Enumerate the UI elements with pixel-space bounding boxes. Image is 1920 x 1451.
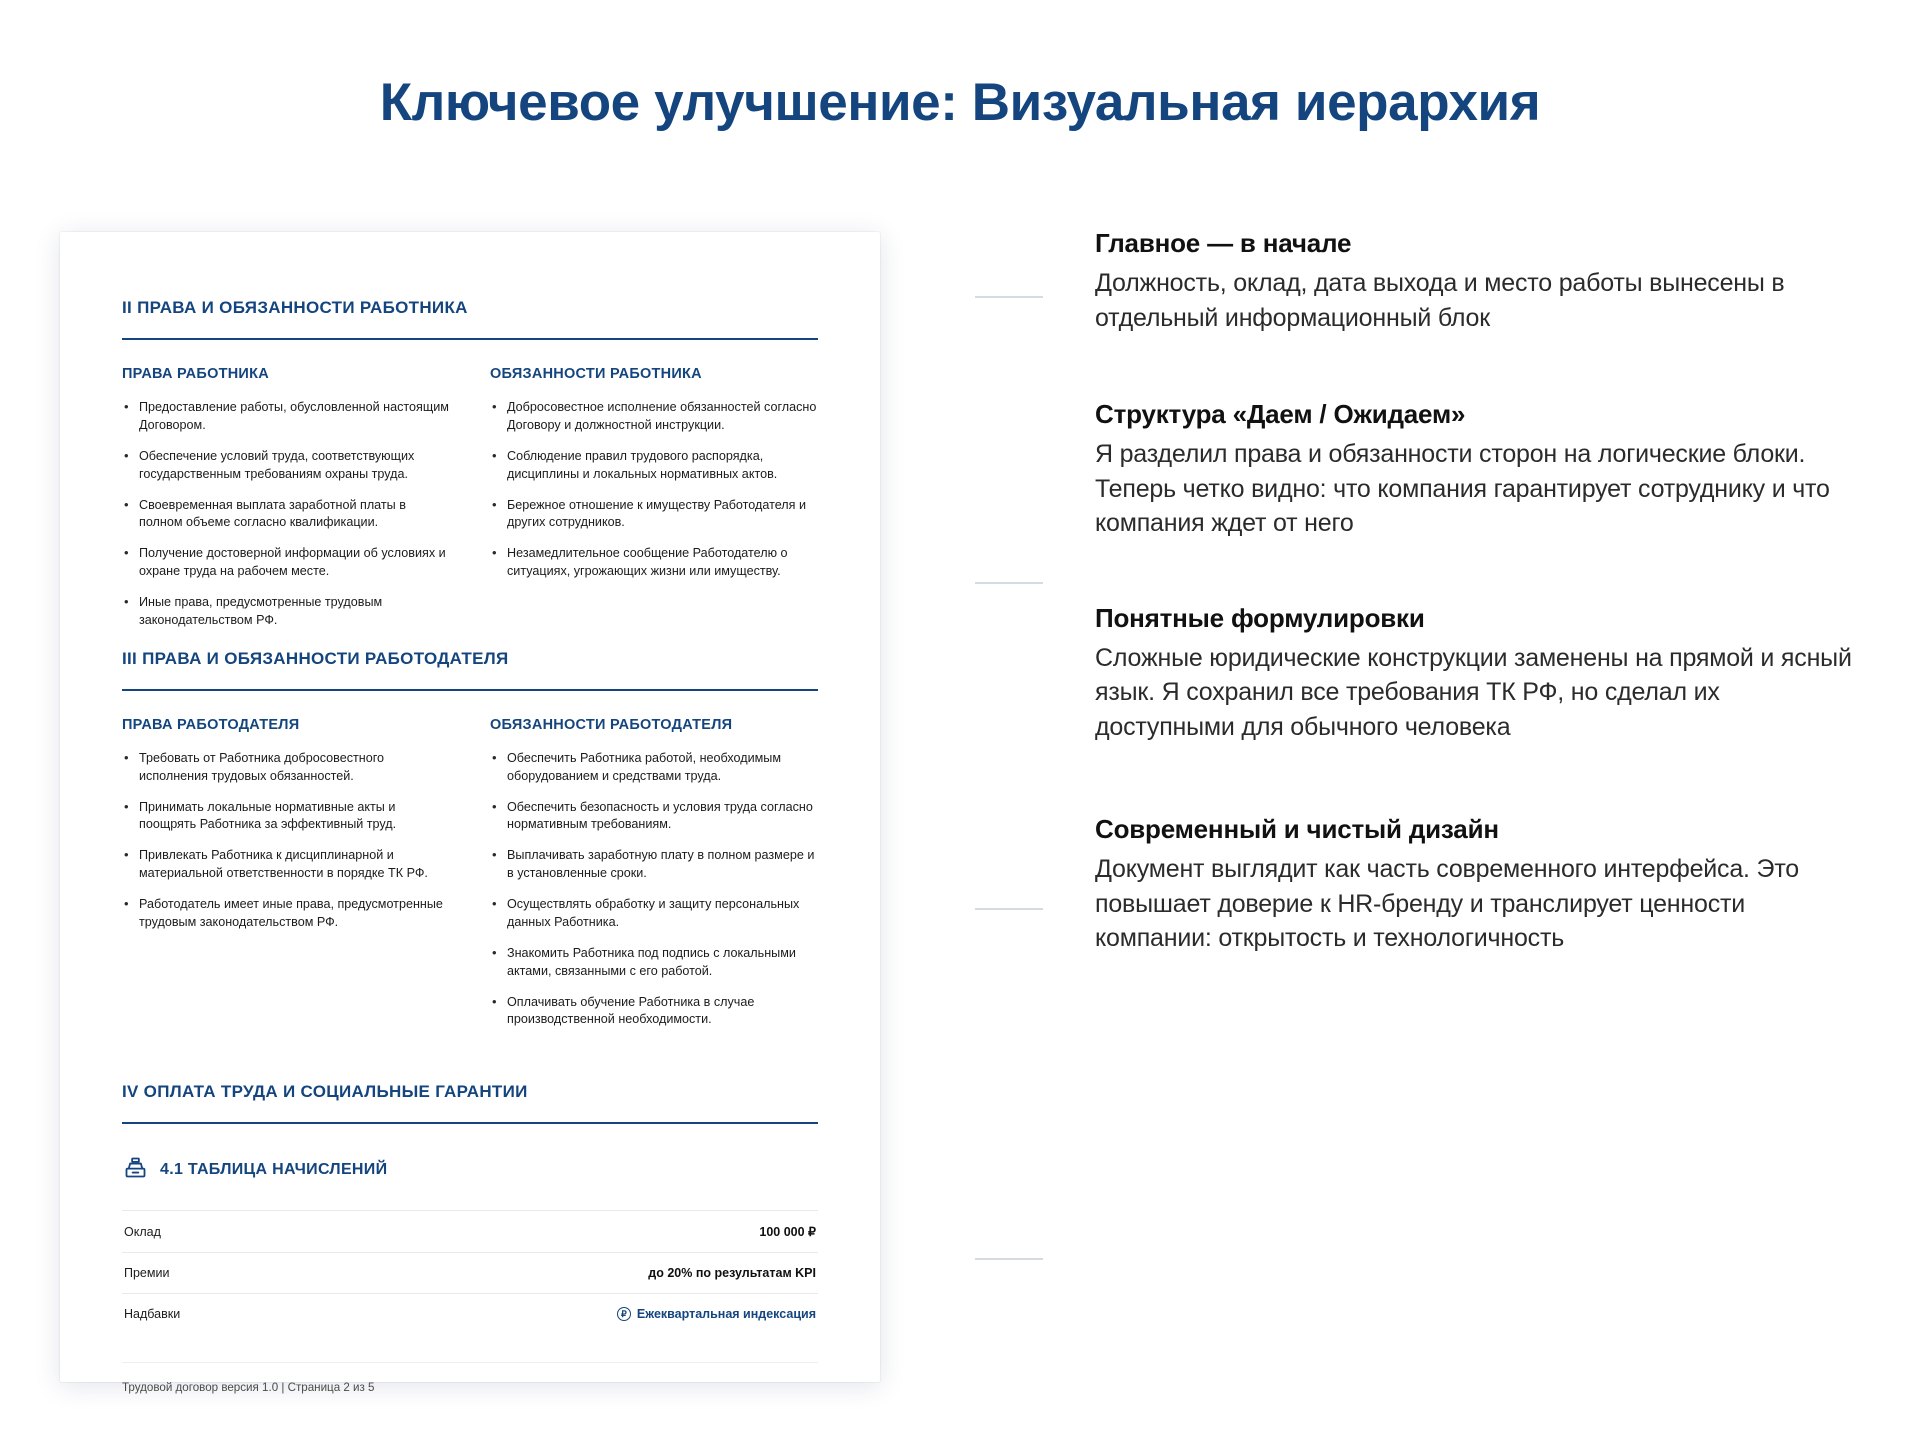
connector-line-2	[975, 582, 1043, 584]
document-footer: Трудовой договор версия 1.0 | Страница 2 из 5	[122, 1362, 818, 1394]
connector-line-4	[975, 1258, 1043, 1260]
connector-line-3	[975, 908, 1043, 910]
row-value: Ежеквартальная индексация	[636, 1307, 816, 1322]
list-item: • Соблюдение правил трудового распорядка, дисциплины и локальных нормативных актов.	[490, 448, 818, 484]
callout-title: Структура «Даем / Ожидаем»	[1095, 399, 1466, 429]
list-item: • Иные права, предусмотренные трудовым законодательством РФ.	[122, 594, 450, 630]
list-item: • Принимать локальные нормативные акты и поощрять Работника за эффективный труд.	[122, 799, 450, 835]
callout-body: Документ выглядит как часть современного интерфейса. Это повышает доверие к HR-бренду и транслирует ценности компании: открытость и технологичность	[1095, 855, 1799, 952]
callout-title: Современный и чистый дизайн	[1095, 814, 1499, 844]
row-value-with-icon	[617, 1307, 816, 1321]
section-divider	[122, 689, 818, 691]
row-label: Оклад	[124, 1224, 161, 1239]
list-item: • Выплачивать заработную плату в полном размере и в установленные сроки.	[490, 847, 818, 883]
list-item: • Осуществлять обработку и защиту персональных данных Работника.	[490, 896, 818, 932]
document-section-3	[122, 649, 818, 1043]
table-row	[122, 1293, 818, 1334]
list-item: • Требовать от Работника добросовестного исполнения трудовых обязанностей.	[122, 750, 450, 786]
callout-item	[1095, 603, 1865, 745]
section-3-column-rights	[122, 717, 450, 1043]
table-row	[122, 1210, 818, 1252]
section-heading: II ПРАВА И ОБЯЗАННОСТИ РАБОТНИКА	[122, 298, 468, 317]
section-heading: III ПРАВА И ОБЯЗАННОСТИ РАБОТОДАТЕЛЯ	[122, 648, 509, 668]
callout-body: Должность, оклад, дата выхода и место работы вынесены в отдельный информационный блок	[1095, 269, 1785, 332]
list-item: • Работодатель имеет иные права, предусмотренные трудовым законодательством РФ.	[122, 896, 450, 932]
section-divider	[122, 1122, 818, 1124]
pay-table-subheading	[122, 1154, 818, 1186]
list-item: • Оплачивать обучение Работника в случае производственной необходимости.	[490, 994, 818, 1030]
ruble-circle-icon: ₽	[617, 1307, 631, 1321]
list-item: • Обеспечить безопасность и условия труда согласно нормативным требованиям.	[490, 799, 818, 835]
list-item: • Знакомить Работника под подпись с локальными актами, связанными с его работой.	[490, 945, 818, 981]
cash-register-icon	[122, 1154, 149, 1186]
section-3-column-duties	[490, 717, 818, 1043]
list-item: • Обеспечение условий труда, соответствующих государственным требованиям охраны труда.	[122, 448, 450, 484]
row-value: до 20% по результатам KPI	[648, 1266, 816, 1281]
list-item: • Бережное отношение к имуществу Работодателя и других сотрудников.	[490, 497, 818, 533]
list-item: • Своевременная выплата заработной платы в полном объеме согласно квалификации.	[122, 497, 450, 533]
bullet-list	[490, 399, 818, 581]
section-divider	[122, 338, 818, 340]
column-heading: ПРАВА РАБОТНИКА	[122, 366, 269, 382]
row-label: Надбавки	[124, 1307, 181, 1322]
list-item: • Незамедлительное сообщение Работодателю о ситуациях, угрожающих жизни или имуществу.	[490, 545, 818, 581]
bullet-list	[490, 750, 818, 1030]
callout-item	[1095, 814, 1865, 956]
subsection-title: 4.1 ТАБЛИЦА НАЧИСЛЕНИЙ	[160, 1161, 388, 1179]
document-section-4	[122, 1082, 818, 1394]
callout-body: Я разделил права и обязанности сторон на логические блоки. Теперь четко видно: что компания гарантирует сотруднику и что компания ждет от него	[1095, 440, 1830, 537]
callout-title: Главное — в начале	[1095, 228, 1352, 258]
row-label: Премии	[124, 1266, 170, 1281]
payroll-table	[122, 1210, 818, 1334]
connector-line-1	[975, 296, 1043, 298]
callout-title: Понятные формулировки	[1095, 602, 1425, 633]
list-item: • Предоставление работы, обусловленной настоящим Договором.	[122, 399, 450, 435]
callout-list	[1095, 228, 1865, 1008]
column-heading: ПРАВА РАБОТОДАТЕЛЯ	[122, 716, 300, 733]
document-preview-card	[60, 232, 880, 1395]
column-heading: ОБЯЗАННОСТИ РАБОТОДАТЕЛЯ	[490, 716, 733, 733]
page-title: Ключевое улучшение: Визуальная иерархия	[379, 73, 1541, 132]
list-item: • Обеспечить Работника работой, необходимым оборудованием и средствами труда.	[490, 750, 818, 786]
list-item: • Добросовестное исполнение обязанностей согласно Договору и должностной инструкции.	[490, 399, 818, 435]
list-item: • Привлекать Работника к дисциплинарной и материальной ответственности в порядке ТК РФ.	[122, 847, 450, 883]
table-row	[122, 1252, 818, 1293]
callout-item	[1095, 399, 1865, 541]
column-heading: ОБЯЗАННОСТИ РАБОТНИКА	[490, 366, 702, 382]
list-item: • Получение достоверной информации об условиях и охране труда на рабочем месте.	[122, 545, 450, 581]
section-heading: IV ОПЛАТА ТРУДА И СОЦИАЛЬНЫЕ ГАРАНТИИ	[122, 1082, 528, 1102]
bullet-list	[122, 399, 450, 630]
bullet-list	[122, 750, 450, 932]
document-section-2	[122, 298, 818, 643]
callout-item	[1095, 228, 1865, 335]
section-2-column-duties	[490, 366, 818, 643]
callout-body: Сложные юридические конструкции заменены на прямой и ясный язык. Я сохранил все требования ТК РФ, но сделал их доступными для обычного человека	[1095, 643, 1852, 741]
row-value: 100 000 ₽	[759, 1225, 816, 1240]
section-2-column-rights	[122, 366, 450, 643]
